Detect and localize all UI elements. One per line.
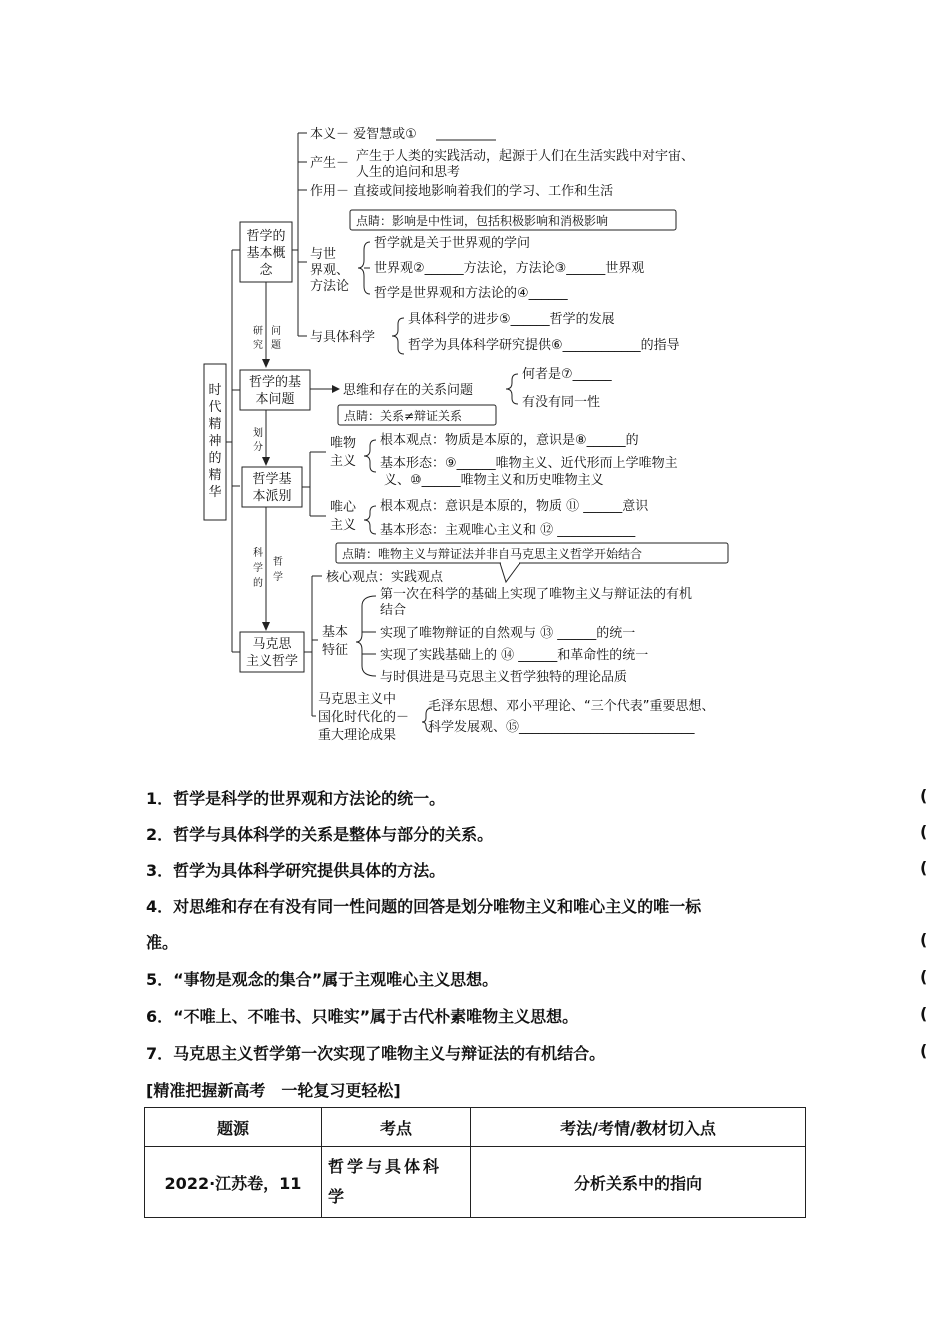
basic-q-item: 何者是⑦______ <box>522 367 612 382</box>
china-label: 马克思主义中 <box>318 692 397 707</box>
marxism-box-line: 主义哲学 <box>245 654 299 669</box>
concept-box-line: 念 <box>259 263 273 278</box>
cell-point-line: 哲学与具体科 <box>328 1157 443 1176</box>
rel-item: 世界观②______方法论，方法论③______世界观 <box>374 261 645 276</box>
answer-paren: ( <box>920 822 928 841</box>
concept-box-line: 基本概 <box>246 246 286 261</box>
answer-paren: ( <box>920 967 928 986</box>
cell-point-line: 学 <box>328 1187 348 1206</box>
materialism-label: 唯物 <box>330 436 357 451</box>
materialism-label: 主义 <box>330 454 357 469</box>
rel-label: 与世 <box>310 247 337 262</box>
root-char: 的 <box>208 451 222 466</box>
sci-item: 具体科学的进步⑤______哲学的发展 <box>408 312 615 327</box>
answer-paren: ( <box>920 786 928 805</box>
cell-angle: 分析关系中的指向 <box>471 1147 806 1218</box>
chansheng-line: 人生的追问和思考 <box>356 165 461 180</box>
answer-paren: ( <box>920 1041 928 1060</box>
answer-paren: ( <box>920 930 928 949</box>
marxism-core-text: 核心观点：实践观点 <box>326 570 444 585</box>
hint-text-1: 点睛：影响是中性词，包括积极影响和消极影响 <box>356 214 609 228</box>
arrow-label: 研 <box>253 326 263 337</box>
basic-box-line: 本问题 <box>255 392 295 407</box>
arrow-label: 哲 <box>273 557 283 568</box>
feature-item: 结合 <box>380 603 407 618</box>
sci-item: 哲学为具体科学研究提供⑥____________的指导 <box>408 338 680 353</box>
materialism-item: 根本观点：物质是本原的，意识是⑧______的 <box>380 433 639 448</box>
arrow-label: 分 <box>253 442 263 453</box>
root-char: 代 <box>208 400 222 415</box>
exam-source-table <box>144 1107 806 1218</box>
materialism-item: 基本形态：⑨______唯物主义、近代形而上学唯物主 <box>380 456 678 471</box>
table-row <box>145 1147 806 1218</box>
feature-item: 与时俱进是马克思主义哲学独特的理论品质 <box>380 670 628 685</box>
features-label: 特征 <box>322 643 349 658</box>
idealism-item: 基本形态：主观唯心主义和 ⑫ ____________ <box>380 523 636 538</box>
idealism-item: 根本观点：意识是本原的，物质 ⑪ ______意识 <box>380 499 649 514</box>
rel-item: 哲学就是关于世界观的学问 <box>374 236 531 251</box>
header-source: 题源 <box>145 1108 322 1147</box>
chansheng-line: 产生于人类的实践活动，起源于人们在生活实践中对宇宙、 <box>356 149 695 164</box>
china-label: 国化时代化的－ <box>318 710 410 725</box>
schools-box-line: 本派别 <box>252 489 292 504</box>
table-header-row <box>145 1108 806 1147</box>
question-4-cont: 准。 <box>146 933 179 952</box>
basic-box-line: 哲学的基 <box>248 375 302 390</box>
answer-paren: ( <box>920 858 928 877</box>
feature-item: 实现了实践基础上的 ⑭ ______和革命性的统一 <box>380 648 649 663</box>
arrow-label: 学 <box>253 563 263 574</box>
root-char: 时 <box>208 383 222 398</box>
arrow-label: 题 <box>271 340 281 351</box>
cell-point <box>322 1147 471 1218</box>
rel-label: 方法论 <box>310 279 350 294</box>
question-4: 4．对思维和存在有没有同一性问题的回答是划分唯物主义和唯心主义的唯一标 <box>146 897 702 916</box>
benyi-text: 本义－ 爱智慧或① <box>310 127 417 142</box>
basic-question-text: 思维和存在的关系问题 <box>343 383 474 398</box>
root-char: 华 <box>208 485 222 500</box>
question-6: 6．“不唯上、不唯书、只唯实”属于古代朴素唯物主义思想。 <box>146 1007 579 1026</box>
idealism-label: 主义 <box>330 518 357 533</box>
marxism-box-line: 马克思 <box>252 637 292 652</box>
cell-source: 2022·江苏卷，11 <box>145 1147 322 1218</box>
zuoyong-text: 作用－ 直接或间接地影响着我们的学习、工作和生活 <box>310 184 614 199</box>
features-label: 基本 <box>322 625 349 640</box>
hint-text-3: 点睛：唯物主义与辩证法并非自马克思主义哲学开始结合 <box>342 547 643 561</box>
header-point: 考点 <box>322 1108 471 1147</box>
root-char: 神 <box>208 434 222 449</box>
answer-paren: ( <box>920 1004 928 1023</box>
section-title: [精准把握新高考 一轮复习更轻松] <box>146 1081 401 1100</box>
arrow-label: 科 <box>253 548 263 559</box>
rel-label: 界观、 <box>310 263 350 278</box>
root-char: 精 <box>208 417 222 432</box>
china-item: 毛泽东思想、邓小平理论、“三个代表”重要思想、 <box>428 699 715 714</box>
materialism-item: 义、⑩______唯物主义和历史唯物主义 <box>384 473 604 488</box>
schools-box-line: 哲学基 <box>252 472 292 487</box>
chansheng-label: 产生－ <box>310 156 350 171</box>
question-5: 5．“事物是观念的集合”属于主观唯心主义思想。 <box>146 970 499 989</box>
arrow-label: 划 <box>253 428 263 439</box>
hint-text-2: 点睛：关系≠辩证关系 <box>344 409 463 423</box>
china-label: 重大理论成果 <box>318 728 397 743</box>
arrow-label: 问 <box>271 326 281 337</box>
arrow-label: 的 <box>253 578 263 589</box>
sci-label: 与具体科学 <box>310 330 376 345</box>
feature-item: 实现了唯物辩证的自然观与 ⑬ ______的统一 <box>380 626 636 641</box>
china-item: 科学发展观、⑮___________________________ <box>428 720 695 735</box>
arrow-label: 究 <box>253 340 263 351</box>
header-angle: 考法/考情/教材切入点 <box>471 1108 806 1147</box>
question-7: 7．马克思主义哲学第一次实现了唯物主义与辩证法的有机结合。 <box>146 1044 606 1063</box>
rel-item: 哲学是世界观和方法论的④______ <box>374 286 568 301</box>
question-1: 1．哲学是科学的世界观和方法论的统一。 <box>146 789 446 808</box>
question-3: 3．哲学为具体科学研究提供具体的方法。 <box>146 861 446 880</box>
idealism-label: 唯心 <box>330 500 357 515</box>
feature-item: 第一次在科学的基础上实现了唯物主义与辩证法的有机 <box>380 587 693 602</box>
root-char: 精 <box>208 468 222 483</box>
arrow-label: 学 <box>273 572 283 583</box>
concept-box-line: 哲学的 <box>246 229 286 244</box>
basic-q-item: 有没有同一性 <box>522 395 601 410</box>
question-2: 2．哲学与具体科学的关系是整体与部分的关系。 <box>146 825 494 844</box>
